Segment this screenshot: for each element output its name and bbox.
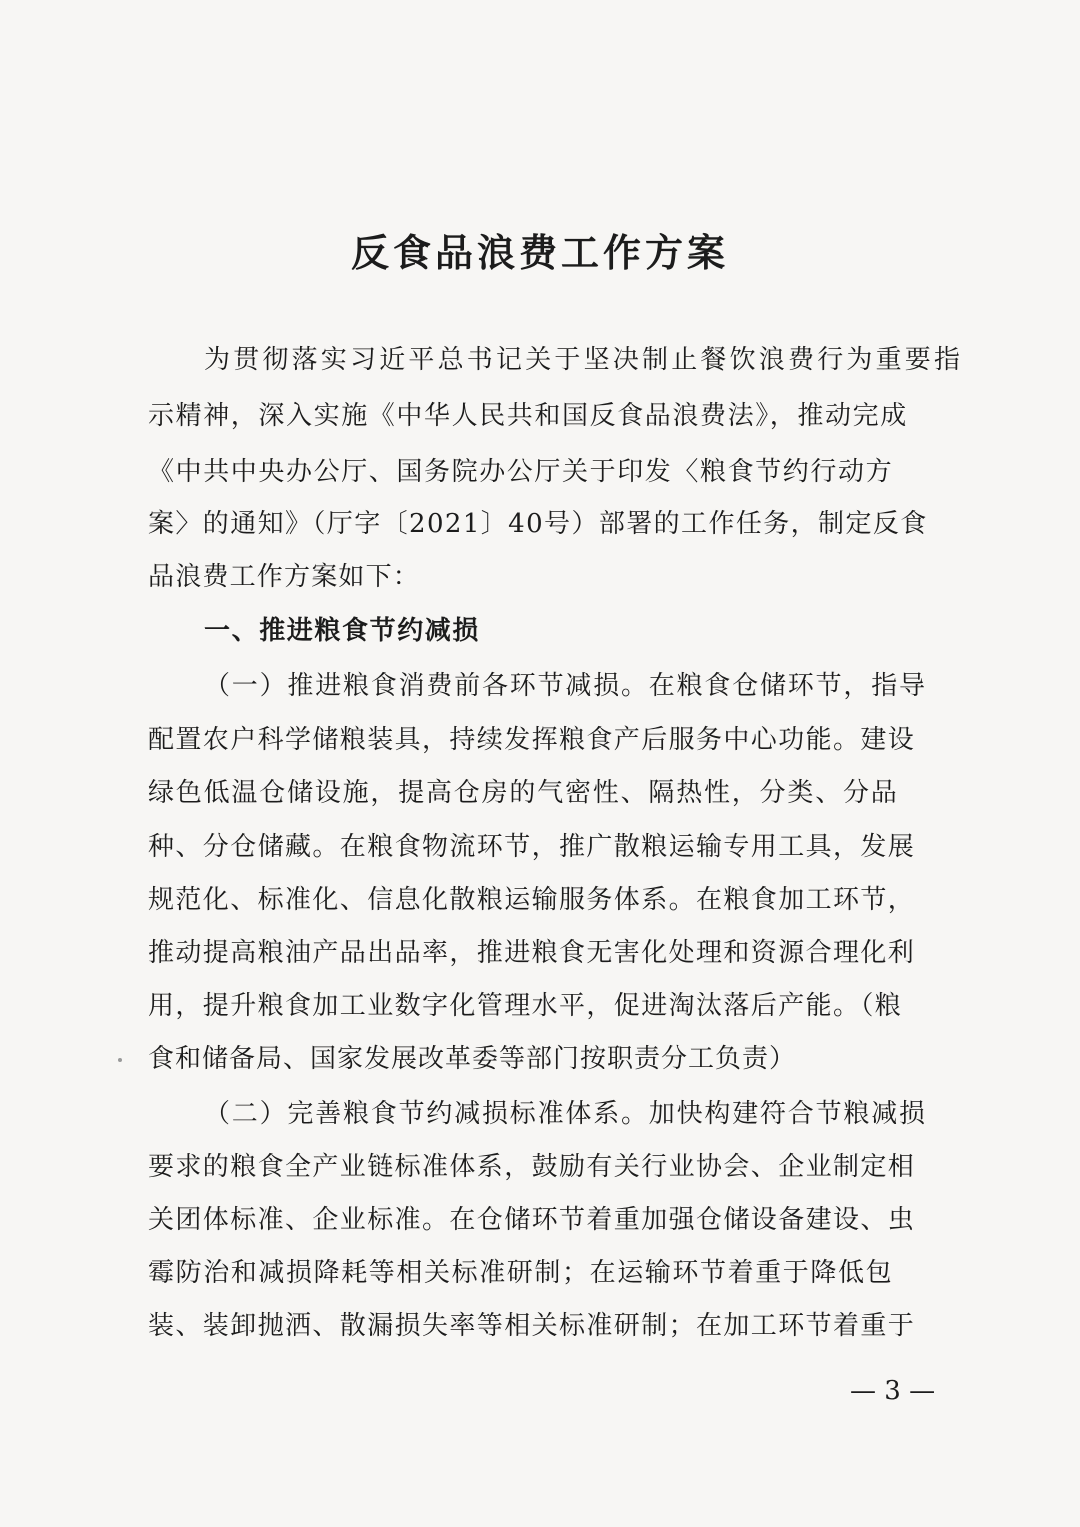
paragraph-line: 为贯彻落实习近平总书记关于坚决制止餐饮浪费行为重要指 — [204, 345, 964, 375]
document-title: 反食品浪费工作方案 — [350, 230, 729, 275]
paragraph-line: 霉防治和减损降耗等相关标准研制；在运输环节着重于降低包 — [148, 1258, 894, 1288]
paragraph-line: 品浪费工作方案如下： — [148, 562, 421, 592]
paragraph-line: 要求的粮食全产业链标准体系，鼓励有关行业协会、企业制定相 — [148, 1152, 916, 1182]
paragraph-line: 配置农户科学储粮装具，持续发挥粮食产后服务中心功能。建设 — [148, 725, 916, 755]
paragraph-line: 绿色低温仓储设施，提高仓房的气密性、隔热性，分类、分品 — [148, 778, 899, 808]
paragraph-line: 食和储备局、国家发展改革委等部门按职责分工负责） — [148, 1044, 797, 1074]
paragraph-line: 示精神，深入实施《中华人民共和国反食品浪费法》，推动完成 — [148, 401, 908, 431]
paragraph-line: 规范化、标准化、信息化散粮运输服务体系。在粮食加工环节， — [148, 885, 916, 915]
paragraph-line: 推动提高粮油产品出品率，推进粮食无害化处理和资源合理化利 — [148, 938, 916, 968]
paragraph-line: 关团体标准、企业标准。在仓储环节着重加强仓储设备建设、虫 — [148, 1205, 916, 1235]
scan-speck — [118, 1058, 122, 1062]
section-heading: 一、推进粮食节约减损 — [204, 616, 481, 646]
paragraph-line: 装、装卸抛洒、散漏损失率等相关标准研制；在加工环节着重于 — [148, 1311, 916, 1341]
paragraph-line: 《中共中央办公厅、国务院办公厅关于印发〈粮食节约行动方 — [148, 457, 894, 487]
paragraph-line: 用，提升粮食加工业数字化管理水平，促进淘汰落后产能。（粮 — [148, 991, 903, 1021]
paragraph-line: （二）完善粮食节约减损标准体系。加快构建符合节粮减损 — [204, 1099, 927, 1129]
paragraph-line: 种、分仓储藏。在粮食物流环节，推广散粮运输专用工具，发展 — [148, 832, 916, 862]
paragraph-line: （一）推进粮食消费前各环节减损。在粮食仓储环节，指导 — [204, 671, 927, 701]
paragraph-line: 案〉的通知》（厅字〔2021〕40号）部署的工作任务，制定反食 — [148, 509, 928, 539]
page-number: — 3 — — [850, 1376, 936, 1406]
